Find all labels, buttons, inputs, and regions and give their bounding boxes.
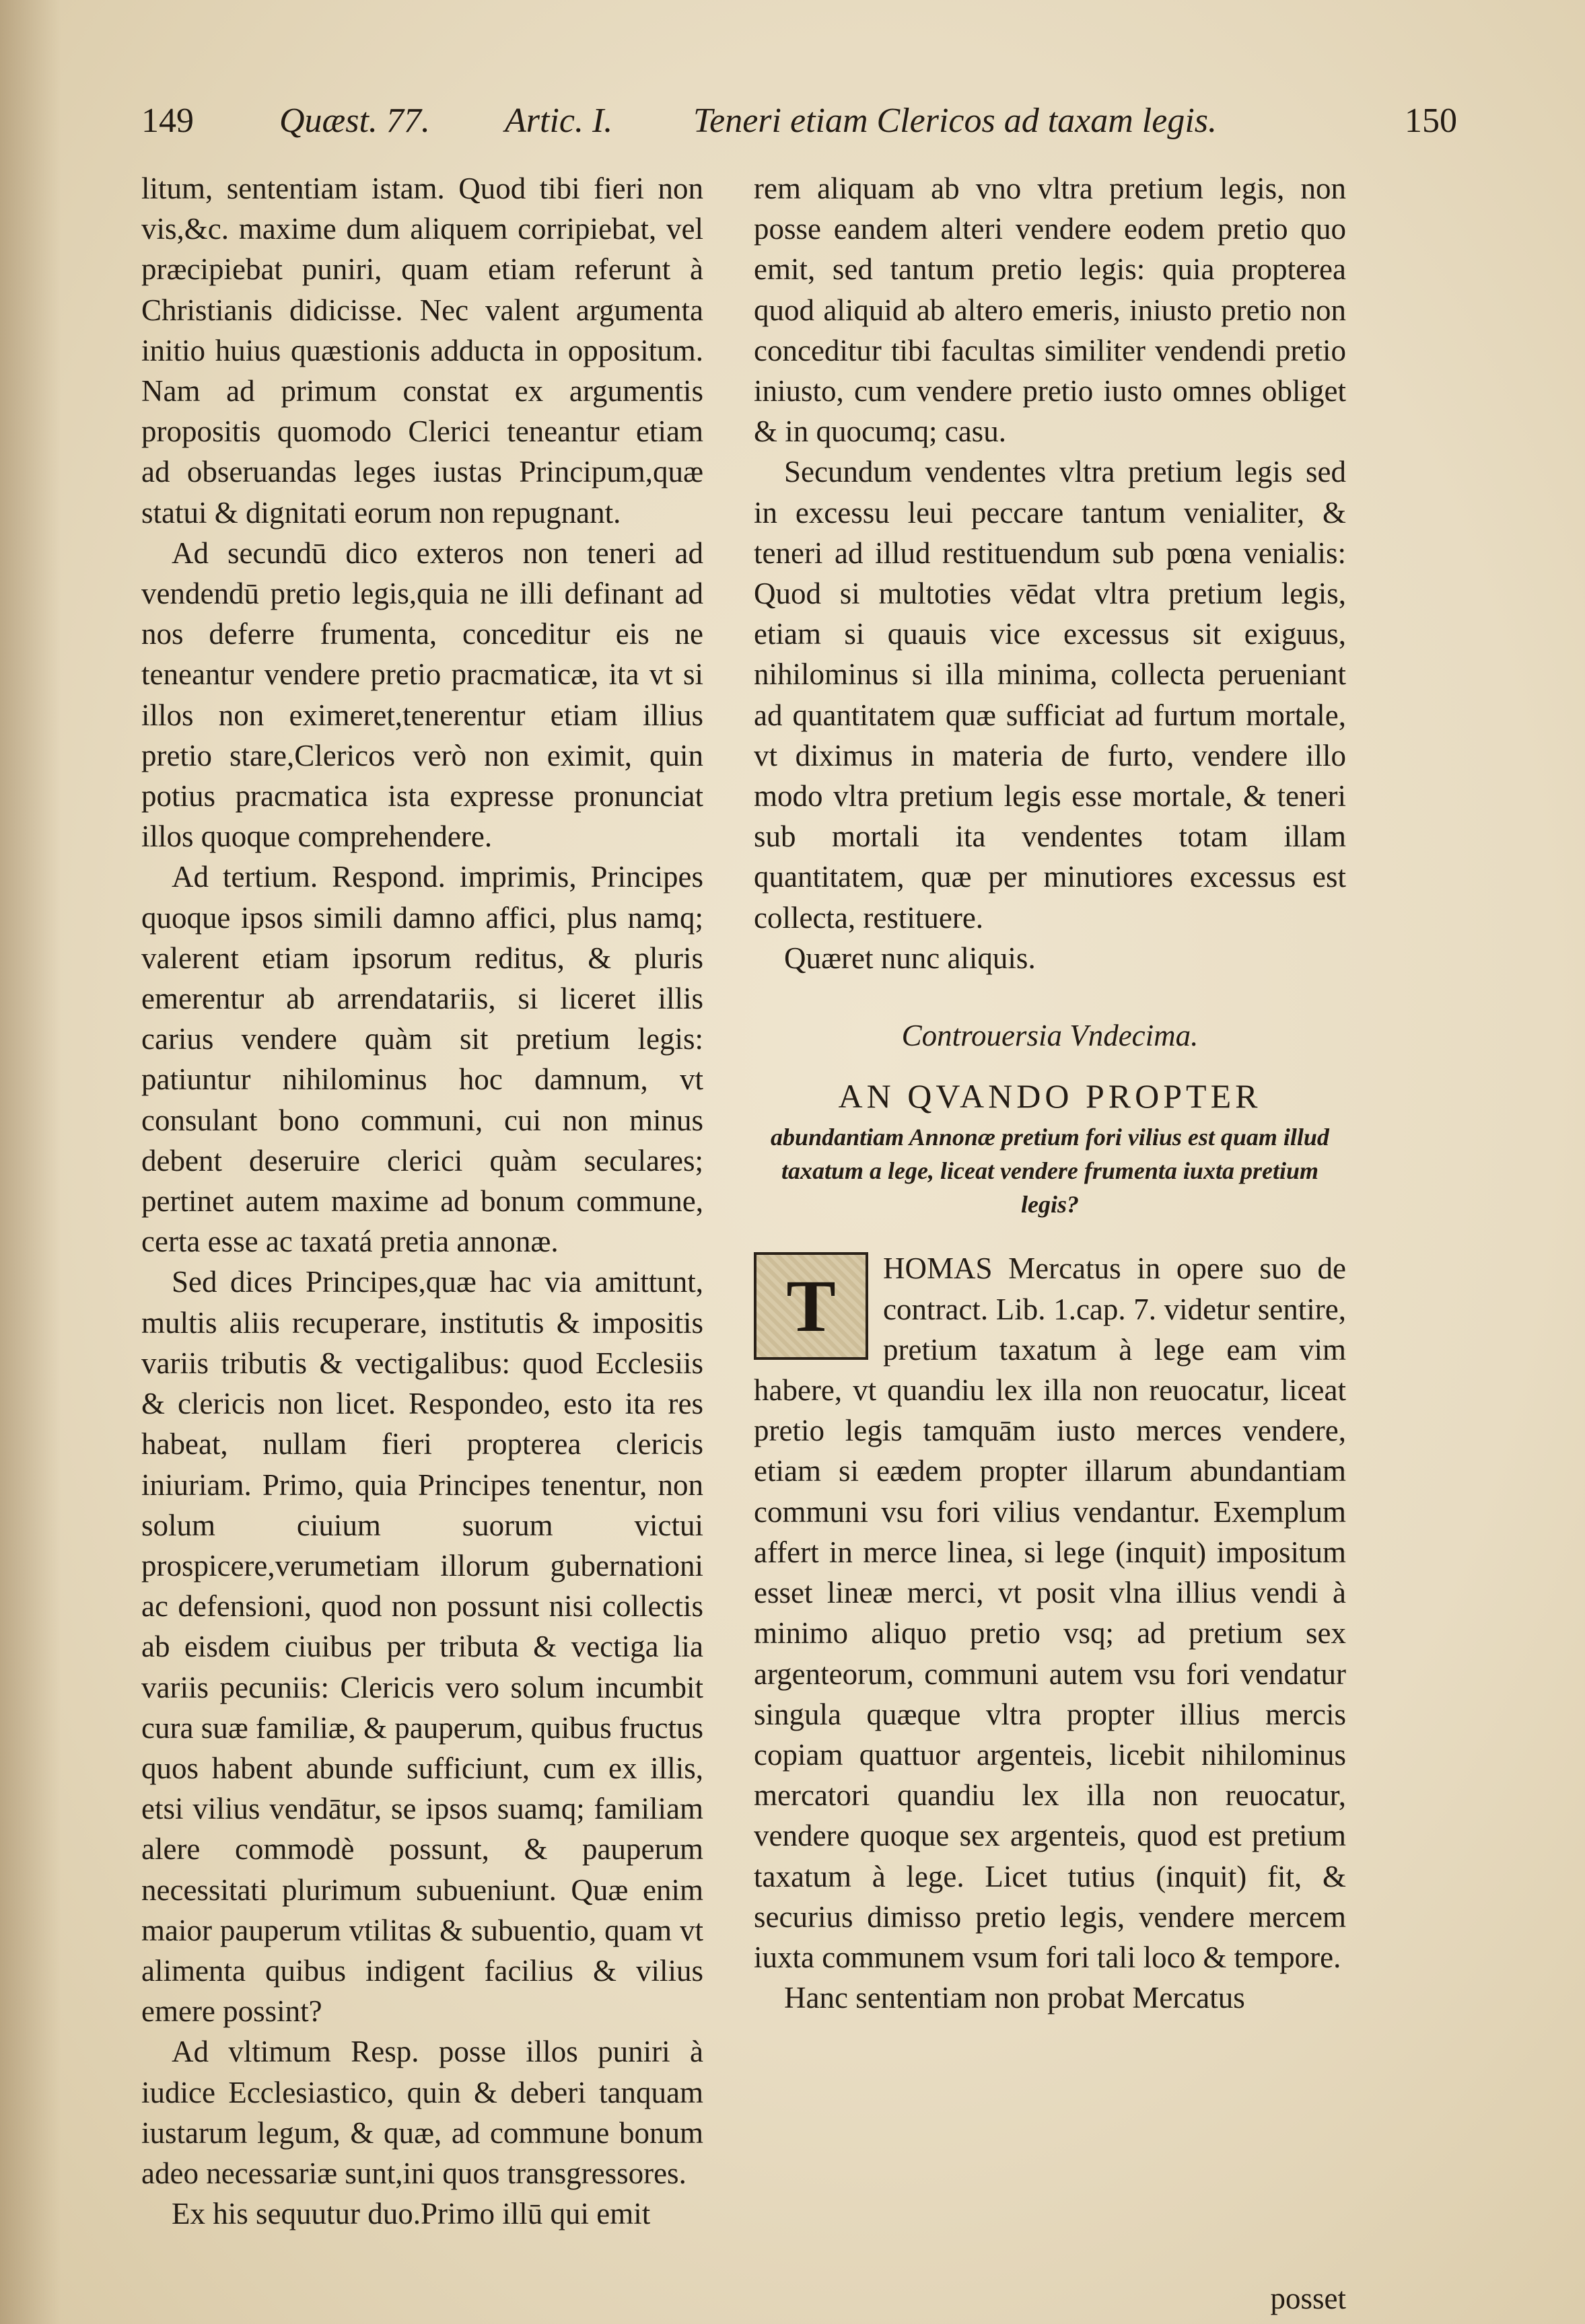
paragraph: Sed dices Principes,quæ hac via amittunt, multis aliis recuperare, institutis & impositis variis tributis & vectigalibus: quod Ecclesiis & clericis non licet. Respondeo, esto ita res habeat, nullam fieri propterea clericis iniuriam. Primo, quia Principes tenentur, non solum ciuium suorum victui prospicere,verumetiam illorum gubernationi ac defensioni, quod non possunt nisi collectis ab eisdem ciuibus per tributa & vectiga lia variis pecuniis: Clericis vero solum incumbit cura suæ familiæ, & pauperum, quibus fructus quos habent abunde sufficiunt, cum ex illis, etsi vilius vendātur, se ipsos suamq; familiam alere commodè possunt, & pauperum necessitati plurimum subueniunt. Quæ enim maior pauperum vtilitas & subuentio, quam vt alimenta quibus indigent facilius & vilius emere possint? (141, 1265, 703, 2029)
paragraph: Ad tertium. Respond. imprimis, Principes quoque ipsos simili damno affici, plus namq; valerent etiam ipsorum reditus, & pluris emerentur ab arrendatariis, si liceret illis carius vendere quàm sit pretium legis: patiuntur nihilominus hoc damnum, vt consulant bono communi, cui non minus debent deseruire clerici quàm seculares; pertinet autem maxime ad bonum commune, certa esse ac taxatá pretia annonæ. (141, 860, 703, 1259)
paragraph: litum, sententiam istam. Quod tibi fieri non vis,&c. maxime dum aliquem corripiebat, vel præcipiebat puniri, quam etiam referunt à Christianis didicisse. Nec valent argumenta initio huius quæstionis adducta in oppositum. Nam ad primum constat ex argumentis propositis quomodo Clerici teneantur etiam ad obseruandas leges iustas Principum,quæ statui & dignitati eorum non repugnant. (141, 172, 703, 530)
left-column (141, 168, 703, 2234)
running-header (141, 101, 1457, 155)
paragraph: Secundum vendentes vltra pretium legis sed in excessu leui peccare tantum venialiter, & teneri ad illud restituendum sub pœna venialis: Quod si multoties vēdat vltra pretium legis, etiam si quauis vice excessus sit exiguus, nihilominus si illa minima, collecta perueniant ad quantitatem quæ sufficiat ad furtum mortale, vt diximus in materia de furto, vendere illo modo vltra pretium legis esse mortale, & teneri sub mortali ita vendentes totam illam quantitatem, quæ per minutiores excessus est collecta, restituere. (754, 455, 1346, 935)
paragraph: rem aliquam ab vno vltra pretium legis, non posse eandem alteri vendere eodem pretio quo emit, sed tantum pretio legis: quia propterea quod aliquid ab altero emeris, iniusto pretio non conceditur tibi facultas similiter vendendi pretio iniusto, cum vendere pretio iusto omnes obliget & in quocumq; casu. (754, 172, 1346, 449)
right-column (754, 168, 1346, 2018)
paragraph: HOMAS Mercatus in opere suo de contract. Lib. 1.cap. 7. videtur sentire, pretium taxatum à lege eam vim habere, vt quandiu lex illa non reuocatur, liceat pretio legis tamquām iusto merces vendere, etiam si eædem propter illarum abundantiam communi vsu fori vilius vendantur. Exemplum affert in merce linea, si lege (inquit) impositum esset lineæ merci, vt posit vlna illius vendi à minimo aliquo pretio vsq; ad pretium sex argenteorum, communi autem vsu fori vendatur singula quæque vltra propter illius mercis copiam quattuor argenteis, licebit nihilominus mercatori quandiu lex illa non reuocatur, vendere quoque sex argenteis, quod est pretium taxatum à lege. Licet tutius (inquit) fit, & securius dimisso pretio legis, vendere mercem iuxta communem vsum fori tali loco & tempore. (754, 1251, 1346, 1974)
running-title: Teneri etiam Clericos ad taxam legis. (693, 102, 1218, 140)
body-start (754, 1248, 1346, 1977)
page-number-right: 150 (1405, 102, 1457, 140)
catchword: posset (1270, 2282, 1346, 2315)
paragraph: Hanc sententiam non probat Mercatus (784, 1981, 1245, 2015)
paragraph: Quæret nunc aliquis. (784, 941, 1036, 975)
article-label: Artic. I. (505, 102, 613, 140)
question-subtitle: abundantiam Annonæ pretium fori vilius est quam illud taxatum a lege, liceat vendere frumenta iuxta pretium legis? (771, 1124, 1329, 1219)
controversia-heading: Controuersia Vndecima. (901, 1019, 1199, 1053)
question-label: Quæst. 77. (279, 102, 430, 140)
paragraph: Ex his sequutur duo.Primo illū qui emit (172, 2197, 651, 2231)
paragraph: Ad secundū dico exteros non teneri ad vendendū pretio legis,quia ne illi definant ad nos deferre frumenta, conceditur eis ne teneantur vendere pretio pracmaticæ, ita vt si illos non eximeret,tenerentur etiam illius pretio stare,Clericos verò non eximit, quin potius pracmatica ista expresse pronunciat illos quoque comprehendere. (141, 536, 703, 854)
question-title: AN QVANDO PROPTER (838, 1077, 1262, 1116)
paragraph: Ad vltimum Resp. posse illos puniri à iudice Ecclesiastico, quin & deberi tanquam iustarum legum, & quæ, ad commune bonum adeo necessariæ sunt,ini quos transgressores. (141, 2035, 703, 2190)
page-number-left: 149 (141, 102, 194, 140)
ornamental-initial: T (754, 1252, 868, 1360)
